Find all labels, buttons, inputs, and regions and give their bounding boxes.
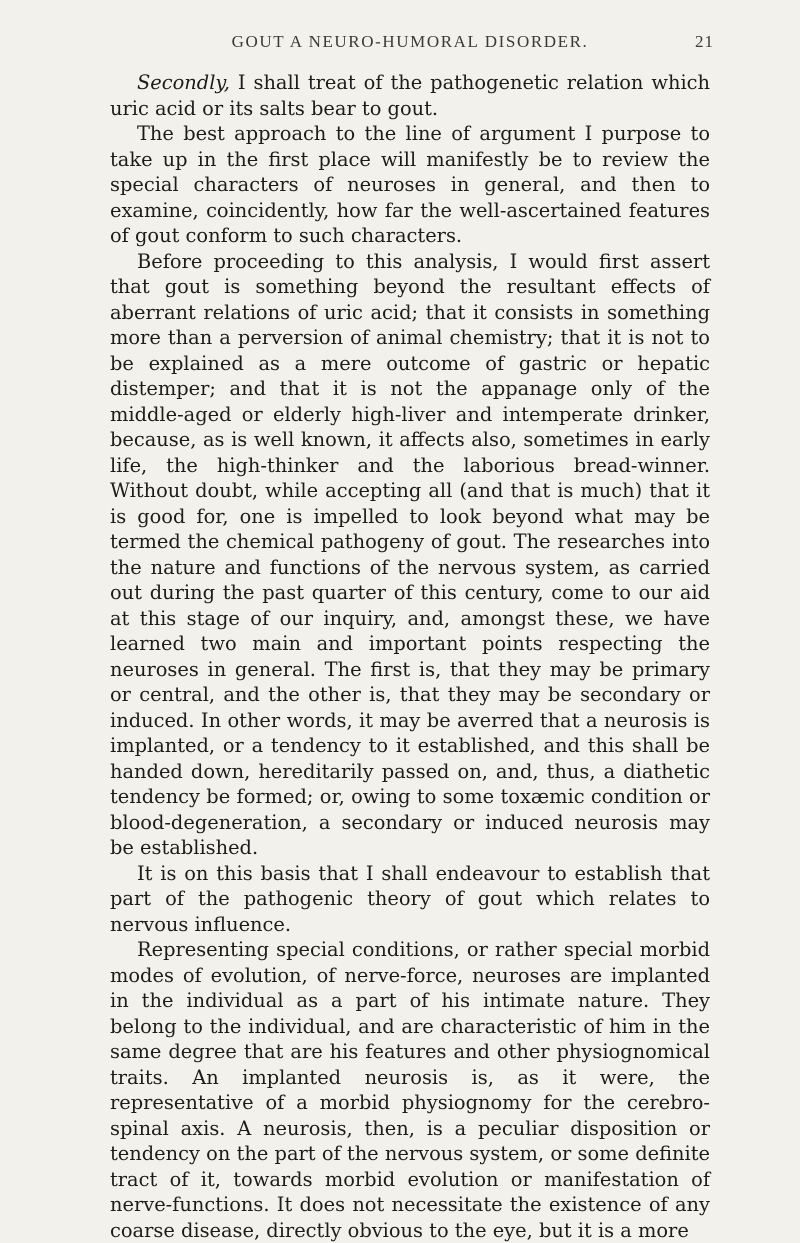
running-header xyxy=(110,32,714,62)
book-page xyxy=(110,32,714,1243)
paragraph xyxy=(110,861,710,938)
paragraph xyxy=(110,249,710,861)
paragraph-text: It is on this basis that I shall endeavour to establish that part of the pathogenic theory of gout which relates to nervous influence. xyxy=(110,861,710,936)
paragraph-text: Before proceeding to this analysis, I would first assert that gout is something beyond the resultant effects of aberrant relations of uric acid; that it consists in something more than a perversion of animal chemistry; that it is not to be explained as a mere outcome of gastric or hepatic distemper; and that it is not the appanage only of the middle-aged or elderly high-liver and intemperate drinker, because, as is well known, it affects also, sometimes in early life, the high-thinker and the laborious bread-winner. Without doubt, while accepting all (and that is much) that it is good for, one is impelled to look beyond what may be termed the chemical pathogeny of gout. The researches into the nature and functions of the nervous system, as carried out during the past quarter of this century, come to our aid at this stage of our inquiry, and, amongst these, we have learned two main and important points respecting the neuroses in general. The first is, that they may be primary or central, and the other is, that they may be secondary or induced. In other words, it may be averred that a neurosis is implanted, or a tendency to it established, and this shall be handed down, hereditarily passed on, and, thus, a diathetic tendency be formed; or, owing to some toxæmic condition or blood-degeneration, a secondary or induced neurosis may be established. xyxy=(110,249,710,859)
paragraph-text: I shall treat of the pathogenetic relation which uric acid or its salts bear to gout. xyxy=(110,71,710,120)
running-title: GOUT A NEURO-HUMORAL DISORDER. xyxy=(231,32,589,51)
page-number: 21 xyxy=(695,32,714,51)
paragraph xyxy=(110,70,710,121)
paragraph-text: The best approach to the line of argument I purpose to take up in the first place will manifestly be to review the special characters of neuroses in general, and then to examine, coincidently, how far the well-ascertained features of gout conform to such characters. xyxy=(110,122,710,247)
body-text xyxy=(110,70,710,1243)
paragraph-lead: Secondly, xyxy=(137,71,230,94)
paragraph xyxy=(110,937,710,1243)
paragraph-text: Representing special conditions, or rather special morbid modes of evolution, of nerve-force, neuroses are implanted in the individual as a part of his intimate nature. They belong to the individual, and are characteristic of him in the same degree that are his features and other physiognomical traits. An implanted neurosis is, as it were, the representative of a morbid physiognomy for the cerebro-spinal axis. A neurosis, then, is a peculiar disposition or tendency on the part of the nervous system, or some definite tract of it, towards morbid evolution or manifestation of nerve-functions. It does not necessitate the existence of any coarse disease, directly obvious to the eye, but it is a more xyxy=(110,938,710,1242)
paragraph xyxy=(110,121,710,249)
